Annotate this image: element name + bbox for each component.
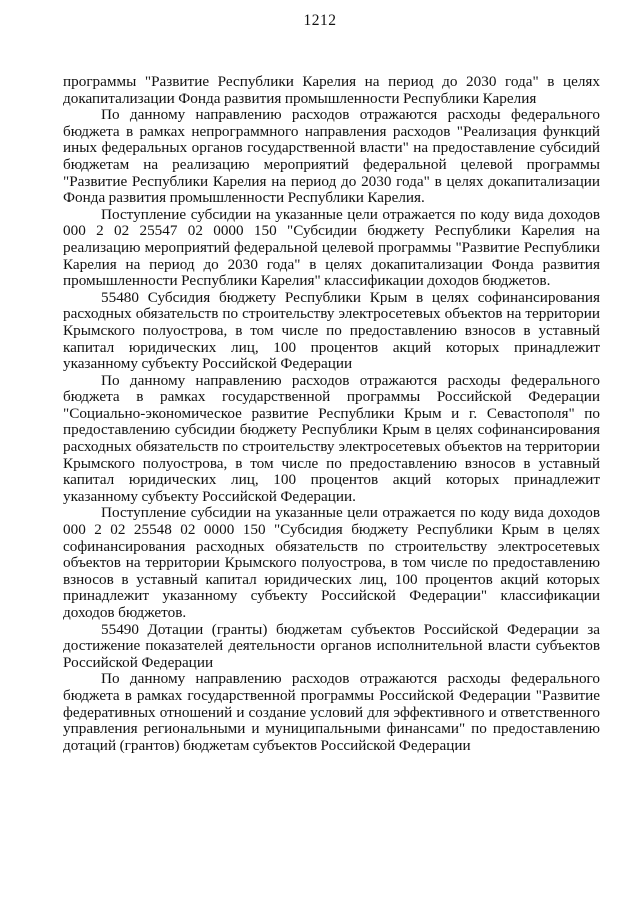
page-number: 1212: [303, 12, 337, 29]
paragraph: Поступление субсидии на указанные цели отражается по коду вида доходов 000 2 02 25548 02 0000 150 "Субсидия бюджету Республики Крым в целях софинансирования расходных обязательств по строительству электросетевых объектов на территории Крымского полуострова, в том числе по предоставлению взносов в уставный капитал юридических лиц, 100 процентов акций которых принадлежит указанному субъекту Российской Федерации" классификации доходов бюджетов.: [63, 504, 600, 621]
paragraph: По данному направлению расходов отражаются расходы федерального бюджета в рамках государственной программы Российской Федерации "Социально-экономическое развитие Республики Крым и г. Севастополя" по предоставлению субсидии бюджету Республики Крым в целях софинансирования расходных обязательств по строительству электросетевых объектов на территории Крымского полуострова, в том числе по предоставлению взносов в уставный капитал юридических лиц, 100 процентов акций которых принадлежит указанному субъекту Российской Федерации.: [63, 371, 600, 505]
paragraph: По данному направлению расходов отражаются расходы федерального бюджета в рамках непрограммного направления расходов "Реализация функций иных федеральных органов государственной власти" на предоставление субсидий бюджетам на реализацию мероприятий федеральной целевой программы "Развитие Республики Карелия на период до 2030 года" в целях докапитализации Фонда развития промышленности Республики Карелия.: [63, 106, 600, 207]
paragraph: Поступление субсидии на указанные цели отражается по коду вида доходов 000 2 02 25547 02 0000 150 "Субсидии бюджету Республики Карелия на реализацию мероприятий федеральной целевой программы "Развитие Республики Карелия на период до 2030 года" в целях докапитализации Фонда развития промышленности Республики Карелия" классификации доходов бюджетов.: [63, 205, 600, 290]
paragraph: 55490 Дотации (гранты) бюджетам субъектов Российской Федерации за достижение показателей деятельности органов исполнительной власти субъектов Российской Федерации: [63, 620, 600, 671]
document-body: [63, 74, 600, 754]
paragraph: программы "Развитие Республики Карелия на период до 2030 года" в целях докапитализации Фонда развития промышленности Республики Карелия: [63, 73, 600, 107]
paragraph: 55480 Субсидия бюджету Республики Крым в целях софинансирования расходных обязательств по строительству электросетевых объектов на территории Крымского полуострова, в том числе по предоставлению взносов в уставный капитал юридических лиц, 100 процентов акций которых принадлежит указанному субъекту Российской Федерации: [63, 288, 600, 373]
paragraph: По данному направлению расходов отражаются расходы федерального бюджета в рамках государственной программы Российской Федерации "Развитие федеративных отношений и создание условий для эффективного и ответственного управления региональными и муниципальными финансами" по предоставлению дотаций (грантов) бюджетам субъектов Российской Федерации: [63, 670, 600, 754]
